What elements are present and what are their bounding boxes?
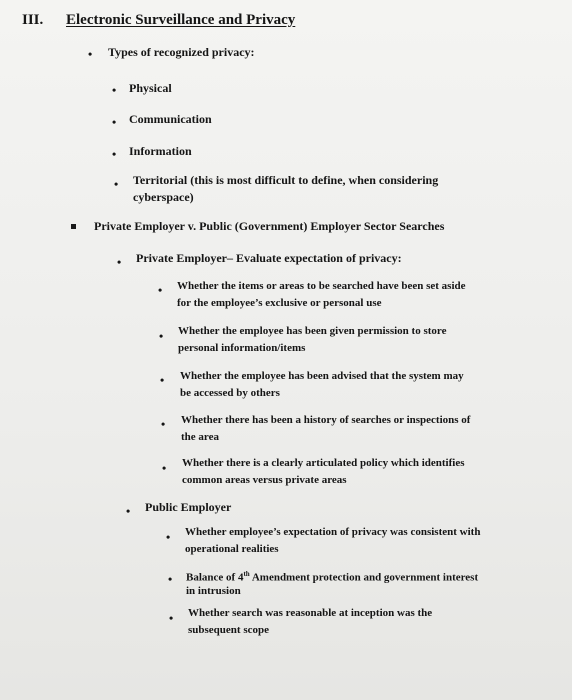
list-item-information: Information — [129, 144, 192, 158]
list-item-physical: Physical — [129, 81, 172, 95]
public-item-1-cont: operational realities — [185, 543, 279, 555]
list-heading-types: Types of recognized privacy: — [108, 45, 255, 59]
bullet-icon: • — [112, 83, 117, 97]
bullet-icon: • — [112, 147, 117, 161]
bullet-icon: • — [159, 329, 164, 343]
list-heading-employer: Private Employer v. Public (Government) Employer Sector Searches — [94, 219, 445, 233]
bullet-icon: • — [126, 504, 131, 518]
bullet-icon: • — [112, 115, 117, 129]
public-item-3: Whether search was reasonable at inception was the — [188, 607, 433, 619]
private-item-5: Whether there is a clearly articulated policy which identifies — [182, 457, 465, 469]
square-bullet-icon — [71, 224, 76, 229]
private-item-1-cont: for the employee’s exclusive or personal use — [177, 297, 382, 309]
private-item-4: Whether there has been a history of searches or inspections of — [181, 414, 471, 426]
bullet-icon: • — [168, 572, 173, 586]
private-item-2-cont: personal information/items — [178, 342, 306, 354]
public-item-2-cont: in intrusion — [186, 585, 241, 597]
list-item-territorial-cont: cyberspace) — [133, 190, 194, 204]
list-item-territorial: Territorial (this is most difficult to define, when considering — [133, 173, 439, 187]
bullet-icon: • — [158, 283, 163, 297]
private-item-5-cont: common areas versus private areas — [182, 474, 347, 486]
list-item-communication: Communication — [129, 112, 212, 126]
bullet-icon: • — [117, 255, 122, 269]
section-title: Electronic Surveillance and Privacy — [66, 12, 296, 28]
list-heading-public: Public Employer — [145, 500, 232, 514]
section-number: III. — [22, 12, 44, 28]
public-item-3-cont: subsequent scope — [188, 624, 269, 636]
bullet-icon: • — [160, 373, 165, 387]
bullet-icon: • — [161, 417, 166, 431]
bullet-icon: • — [114, 177, 119, 191]
private-item-2: Whether the employee has been given permission to store — [178, 325, 447, 337]
public-item-1: Whether employee’s expectation of privacy was consistent with — [185, 526, 481, 538]
public-item-2: Balance of 4th Amendment protection and government interest — [186, 570, 479, 584]
private-item-4-cont: the area — [181, 431, 219, 443]
bullet-icon: • — [88, 47, 93, 61]
bullet-icon: • — [162, 461, 167, 475]
private-item-3-cont: be accessed by others — [180, 387, 280, 399]
bullet-icon: • — [166, 530, 171, 544]
private-item-3: Whether the employee has been advised that the system may — [180, 370, 464, 382]
private-item-1: Whether the items or areas to be searched have been set aside — [177, 280, 466, 292]
bullet-icon: • — [169, 611, 174, 625]
list-heading-private: Private Employer– Evaluate expectation of privacy: — [136, 251, 402, 265]
